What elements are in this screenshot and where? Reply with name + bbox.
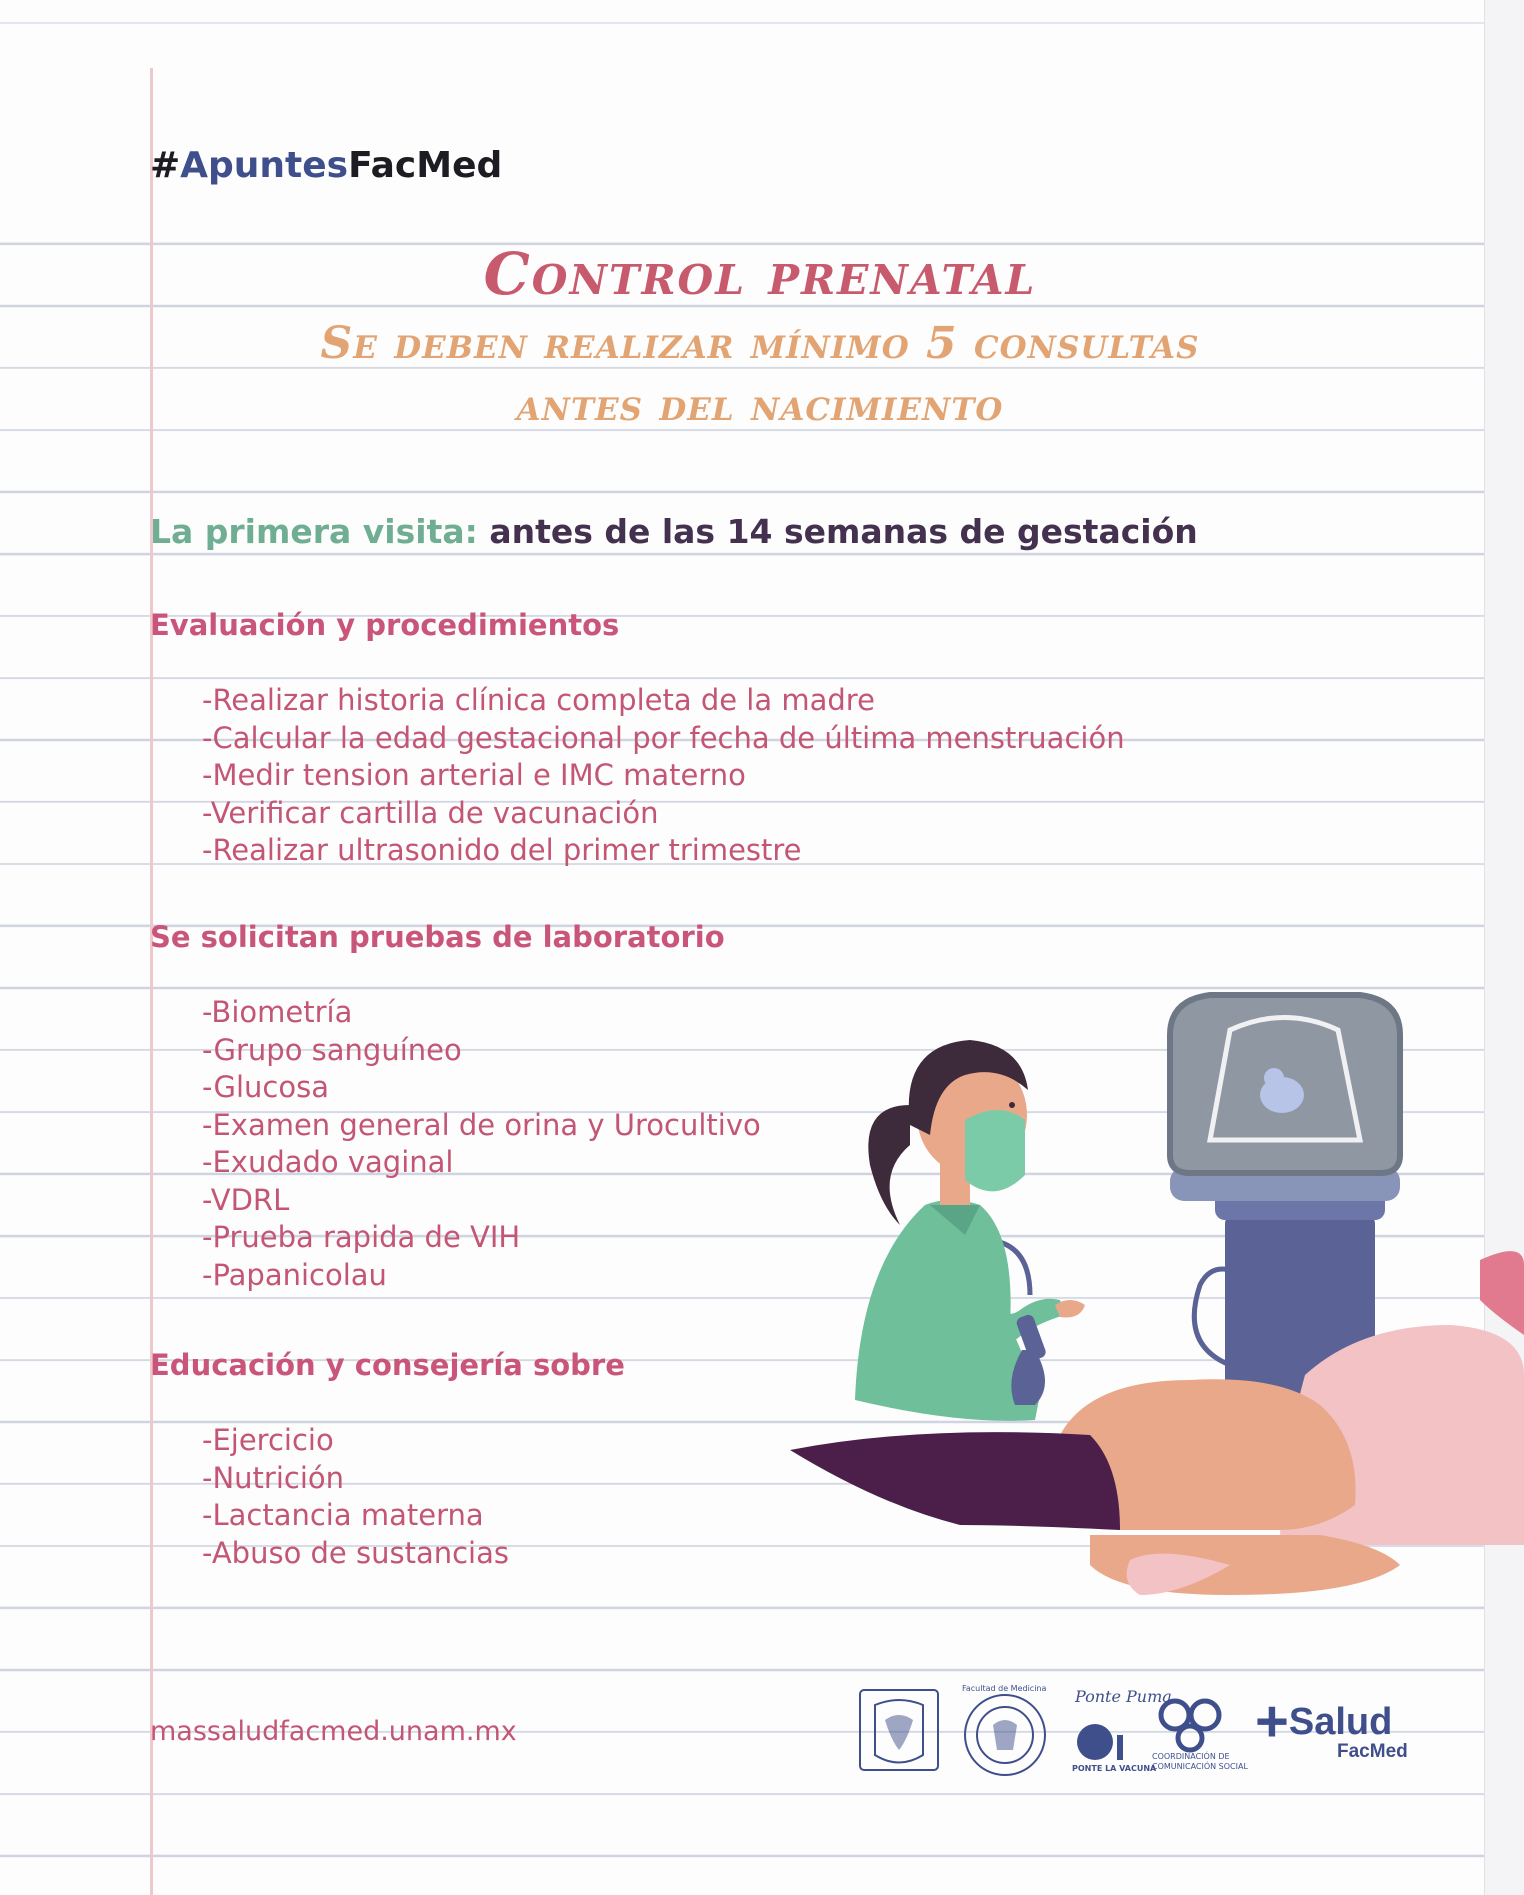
hashtag-facmed: FacMed — [348, 145, 503, 186]
section-title-educacion: Educación y consejería sobre — [150, 1348, 625, 1382]
website-link[interactable]: massaludfacmed.unam.mx — [150, 1716, 517, 1747]
unam-logo-icon — [860, 1690, 938, 1770]
list-item: -Calcular la edad gestacional por fecha de última menstruación — [202, 720, 1125, 755]
list-item: -Biometría — [202, 995, 353, 1029]
list-laboratorio — [202, 994, 761, 1294]
ponte-la-vacuna-text: PONTE LA VACUNA — [1072, 1764, 1157, 1773]
salud-facmed-sub: FacMed — [1337, 1741, 1408, 1762]
list-item: -Realizar ultrasonido del primer trimestre — [202, 833, 802, 867]
subtitle-line-1: Se deben realizar mínimo 5 consultas — [320, 318, 1200, 369]
facmed-label: Facultad de Medicina — [962, 1684, 1047, 1693]
page-title: Control prenatal — [483, 240, 1037, 308]
facmed-seal-icon — [965, 1695, 1045, 1775]
list-item: -Grupo sanguíneo — [202, 1032, 462, 1067]
coordinacion-text: COORDINACIÓN DE COMUNICACIÓN SOCIAL — [1152, 1752, 1248, 1771]
salud-word: Salud — [1288, 1701, 1393, 1743]
list-item: -Glucosa — [202, 1070, 330, 1104]
list-item: -Examen general de orina y Urocultivo — [202, 1107, 761, 1142]
hashtag — [150, 145, 502, 186]
coordinacion-logo-icon — [1161, 1701, 1219, 1750]
hashtag-symbol: # — [150, 145, 181, 186]
first-visit — [150, 512, 1198, 551]
section-title-laboratorio: Se solicitan pruebas de laboratorio — [150, 920, 725, 954]
hashtag-apuntes: Apuntes — [180, 145, 349, 186]
list-item: -Realizar historia clínica completa de la madre — [202, 683, 875, 717]
subtitle-line-2: antes del nacimiento — [516, 380, 1004, 431]
ponte-puma-icon — [1077, 1724, 1123, 1760]
list-item: -Ejercicio — [202, 1423, 334, 1457]
list-educacion — [202, 1422, 509, 1572]
top-rule-line — [0, 22, 1524, 24]
list-item: -Medir tension arterial e IMC materno — [202, 758, 746, 792]
ultrasound-illustration — [760, 905, 1524, 1645]
ponte-puma-text: Ponte Puma — [1075, 1687, 1172, 1706]
plus-icon: + — [1255, 1689, 1289, 1754]
list-item: -Prueba rapida de VIH — [202, 1220, 521, 1254]
list-item: -Abuso de sustancias — [202, 1535, 509, 1570]
paper-header-area — [0, 0, 1524, 230]
list-item: -Nutrición — [202, 1460, 345, 1495]
list-item: -Exudado vaginal — [202, 1145, 454, 1179]
list-evaluacion — [202, 682, 1125, 870]
list-item: -Papanicolau — [202, 1257, 387, 1292]
section-title-evaluacion: Evaluación y procedimientos — [150, 608, 620, 642]
list-item: -VDRL — [202, 1182, 290, 1217]
list-item: -Verificar cartilla de vacunación — [202, 795, 659, 830]
first-visit-label: La primera visita: — [150, 512, 478, 551]
doctor — [855, 1040, 1085, 1421]
salud-facmed-logo — [1255, 1689, 1408, 1762]
first-visit-value: antes de las 14 semanas de gestación — [489, 512, 1198, 551]
list-item: -Lactancia materna — [202, 1498, 484, 1532]
